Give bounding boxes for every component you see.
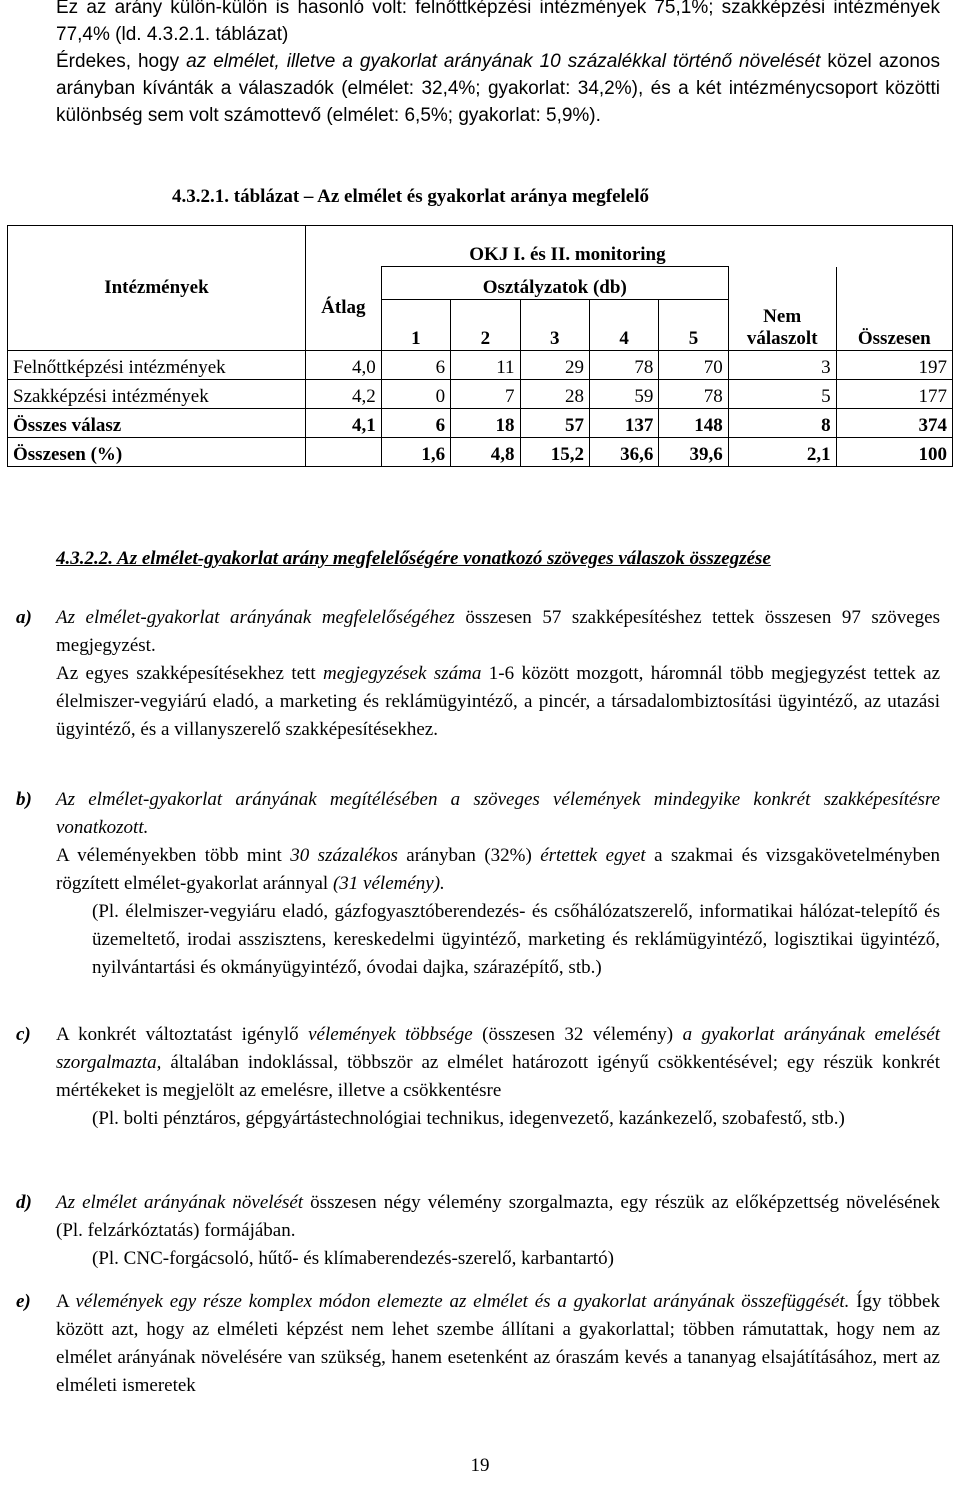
row-g5: 39,6	[659, 438, 728, 467]
item-c-label: c)	[16, 1024, 31, 1045]
grade-1: 1	[381, 300, 450, 351]
grade-2: 2	[451, 300, 520, 351]
row-g5: 78	[659, 380, 728, 409]
row-g2: 18	[451, 409, 520, 438]
intro-line2-pre: Érdekes, hogy	[56, 51, 187, 72]
row-g4: 78	[589, 351, 658, 380]
item-d-label: d)	[16, 1192, 32, 1213]
grade-5: 5	[659, 300, 728, 351]
item-c	[16, 1021, 940, 1133]
grade-4: 4	[589, 300, 658, 351]
item-b2-text	[56, 842, 940, 898]
row-total: 374	[836, 409, 952, 438]
item-a2-text	[56, 660, 940, 744]
item-b2-em2: értettek egyet	[540, 845, 646, 866]
row-avg: 4,1	[305, 409, 381, 438]
section-title: 4.3.2.2. Az elmélet-gyakorlat arány megfelelőségére vonatkozó szöveges válaszok összegzése	[56, 548, 771, 569]
row-g1: 0	[381, 380, 450, 409]
item-e-text	[56, 1288, 940, 1400]
row-g2: 11	[451, 351, 520, 380]
intro-line2-em: az elmélet, illetve a gyakorlat arányának 10 százalékkal történő növelését	[186, 51, 821, 72]
item-b-pre: Az elmélet-gyakorlat arányának megítélésében a	[56, 789, 474, 810]
item-c2-text: (Pl. bolti pénztáros, gépgyártástechnológiai technikus, idegenvezető, kazánkezelő, szobafestő, stb.)	[92, 1108, 845, 1129]
item-b2-em3: (31 vélemény).	[332, 873, 445, 894]
row-total: 100	[836, 438, 952, 467]
item-e-2: Így többek között azt, hogy az elméleti képzést nem lehet szembe állítani a gyakorlattal; többen rámutattak, hogy nem az elmélet arányának növelésére van szükség, hanem esetenként az óraszám kevés a tananyag elsajátításához, mert az elméleti ismeretek	[56, 1291, 940, 1396]
item-c-em2: a gyakorlat arányának emelését szorgalmazta,	[56, 1024, 940, 1073]
item-c-em1: vélemények többsége	[308, 1024, 473, 1045]
page-number: 19	[470, 1455, 490, 1476]
stats-table	[7, 225, 953, 467]
intro-line1: Ez az arány külön-külön is hasonló volt: felnőttképzési intézmények 75,1%; szakképzési intézmények 77,4% (ld. 4.3.2.1. táblázat)	[56, 0, 940, 45]
row-avg: 4,2	[305, 380, 381, 409]
item-c-text	[56, 1021, 940, 1105]
table-row	[8, 438, 953, 467]
row-g4: 59	[589, 380, 658, 409]
item-b2-3: a szakmai és vizsgakövetelményben rögzített elmélet-gyakorlat aránnyal	[56, 845, 941, 894]
row-total: 177	[836, 380, 952, 409]
item-e-label: e)	[16, 1291, 31, 1312]
item-a2-em: megjegyzések száma	[323, 663, 482, 684]
row-name: Felnőttképzési intézmények	[8, 351, 306, 380]
group-title-text: OKJ I. és II. monitoring	[469, 244, 666, 265]
row-g1: 6	[381, 351, 450, 380]
col-no-answer: Nem válaszolt	[728, 267, 836, 351]
item-b2-em1: 30 százalékos	[290, 845, 398, 866]
col-grades: Osztályzatok (db)	[381, 267, 728, 300]
row-na: 3	[728, 351, 836, 380]
item-c-3: általában indoklással, többször az elmélet határozott igényű csökkentésével; egy részük konkrét mértékeket is megjelölt az emelésre, illetve a csökkentésre	[56, 1052, 940, 1101]
row-g2: 4,8	[451, 438, 520, 467]
row-avg: 4,0	[305, 351, 381, 380]
item-b-em: szöveges vélemények mindegyike konkrét szakképesítésre vonatkozott.	[56, 789, 940, 838]
item-d-body: összesen négy vélemény szorgalmazta, egy részük az előképzettség növelésének (Pl. felzárkóztatás) formájában.	[56, 1192, 940, 1241]
table-row	[8, 409, 953, 438]
row-na: 2,1	[728, 438, 836, 467]
row-na: 8	[728, 409, 836, 438]
row-g3: 15,2	[520, 438, 589, 467]
row-na: 5	[728, 380, 836, 409]
row-name: Összesen (%)	[8, 438, 306, 467]
row-name: Összes válasz	[8, 409, 306, 438]
item-c-2: (összesen 32 vélemény)	[472, 1024, 683, 1045]
row-g4: 36,6	[589, 438, 658, 467]
row-g1: 1,6	[381, 438, 450, 467]
table-caption: 4.3.2.1. táblázat – Az elmélet és gyakorlat aránya megfelelő	[172, 186, 649, 207]
item-a-text	[56, 604, 940, 660]
item-a-label: a)	[16, 607, 32, 628]
row-g2: 7	[451, 380, 520, 409]
row-g5: 70	[659, 351, 728, 380]
item-d	[16, 1189, 940, 1273]
item-a-em: Az elmélet-gyakorlat arányának megfelelőségéhez	[56, 607, 455, 628]
row-g3: 57	[520, 409, 589, 438]
item-e	[16, 1288, 940, 1400]
table-row	[8, 351, 953, 380]
item-b-text	[56, 786, 940, 842]
intro-paragraph	[56, 0, 940, 129]
col-institutions: Intézmények	[8, 226, 306, 351]
item-a	[16, 604, 941, 744]
item-b2-1: A véleményekben több mint	[56, 845, 291, 866]
intro-line2-post: közel azonos arányban kívánták a válaszadók (elmélet: 32,4%; gyakorlat: 34,2%), és a két intézménycsoport közötti különbség sem volt számottevő (elmélet: 6,5%; gyakorlat: 5,9%).	[56, 51, 940, 126]
item-e-em: vélemények egy része komplex módon elemezte az elmélet és a gyakorlat arányának összefüggését.	[75, 1291, 850, 1312]
table-row	[8, 380, 953, 409]
item-b	[16, 786, 941, 982]
col-total: Összesen	[836, 267, 952, 351]
grade-3: 3	[520, 300, 589, 351]
row-g4: 137	[589, 409, 658, 438]
item-a2-post: 1-6 között mozgott, háromnál több megjegyzést tettek az élelmiszer-vegyiárú eladó, a marketing és reklámügyintéző, a pincér, a társadalombiztosítási ügyintéző, az utazási ügyintéző, és a villanyszerelő szakképesítésekhez.	[56, 663, 941, 740]
item-b-label: b)	[16, 789, 32, 810]
col-average: Átlag	[305, 267, 381, 351]
item-b2-2: arányban (32%)	[397, 845, 541, 866]
row-name: Szakképzési intézmények	[8, 380, 306, 409]
row-g3: 29	[520, 351, 589, 380]
intro-line2	[56, 48, 940, 129]
row-g3: 28	[520, 380, 589, 409]
item-c-1: A konkrét változtatást igénylő	[56, 1024, 309, 1045]
row-total: 197	[836, 351, 952, 380]
item-d-text	[56, 1189, 940, 1245]
item-b3-text: (Pl. élelmiszer-vegyiáru eladó, gázfogyasztóberendezés- és csőhálózatszerelő, informatikai hálózat-telepítő és üzemeltető, irodai asszisztens, kereskedelmi ügyintéző, marketing és reklámügyintéző, logisztikai ügyintéző, nyilvántartási és okmányügyintéző, óvodai dajka, szárazépítő, stb.)	[92, 901, 940, 978]
row-g1: 6	[381, 409, 450, 438]
item-e-1: A	[56, 1291, 76, 1312]
row-avg	[305, 438, 381, 467]
item-d2-text: (Pl. CNC-forgácsoló, hűtő- és klímaberendezés-szerelő, karbantartó)	[92, 1248, 614, 1269]
group-title	[305, 226, 952, 267]
item-a-body: összesen 57 szakképesítéshez tettek összesen 97 szöveges megjegyzést.	[56, 607, 940, 656]
item-a2-pre: Az egyes szakképesítésekhez tett	[56, 663, 324, 684]
item-d-em: Az elmélet arányának növelését	[56, 1192, 304, 1213]
row-g5: 148	[659, 409, 728, 438]
